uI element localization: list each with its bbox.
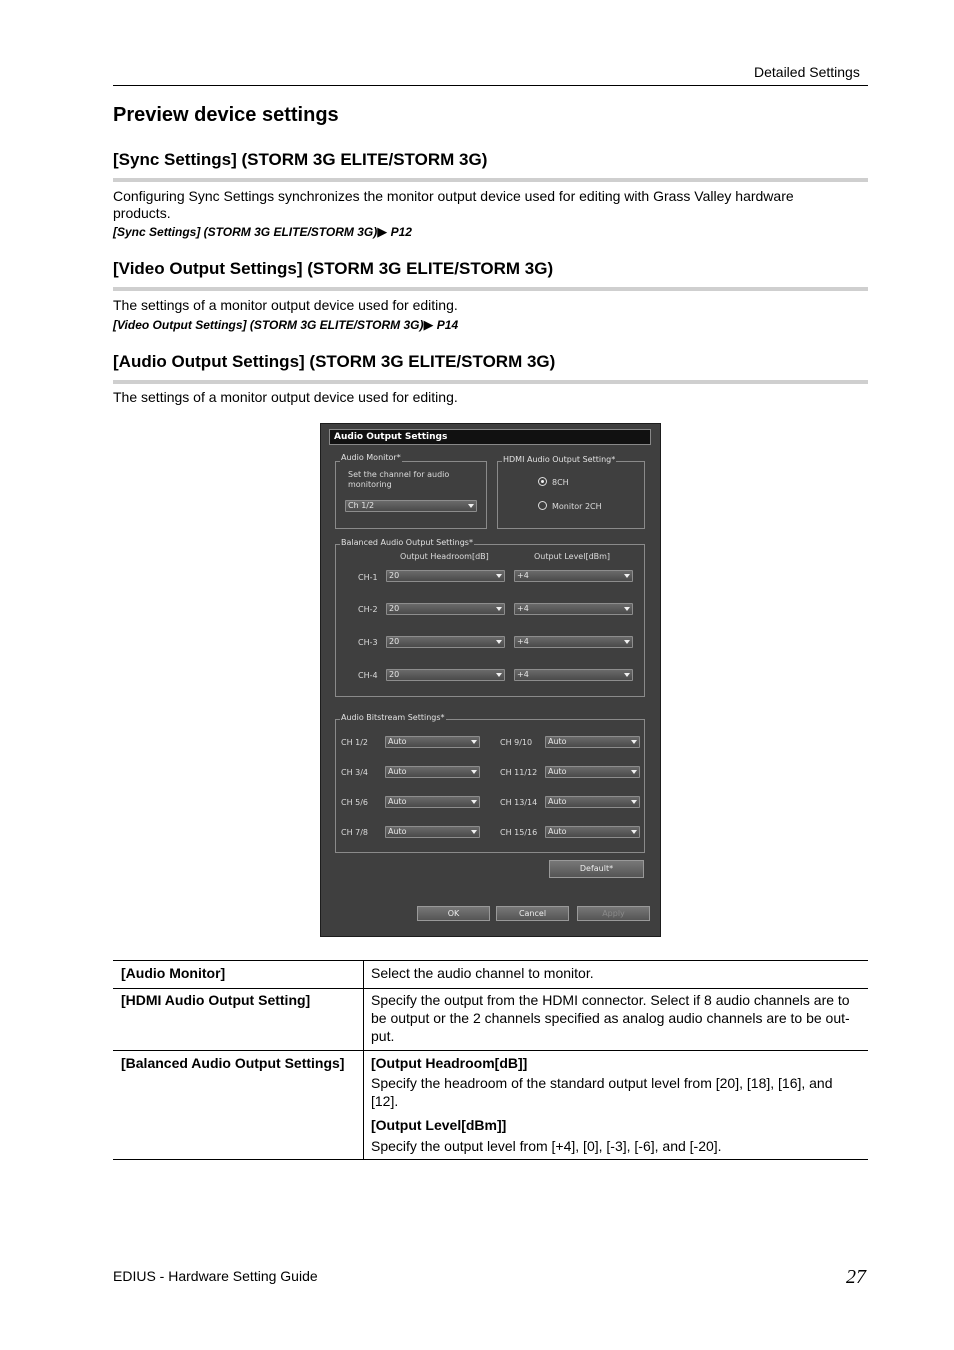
bitstream-label: Audio Bitstream Settings* [341,713,445,722]
bitstream-value: Auto [388,797,407,806]
chevron-down-icon [471,740,477,744]
chevron-down-icon [471,830,477,834]
level-select-ch2[interactable] [514,603,633,615]
table-subheading: [Output Headroom[dB]] [371,1055,528,1071]
table-rule [113,960,868,961]
chevron-down-icon [496,640,502,644]
radio-8ch-label: 8CH [552,478,569,487]
radio-8ch[interactable] [538,477,547,486]
default-button[interactable]: Default* [549,860,644,878]
cancel-button[interactable]: Cancel [496,906,569,921]
level-select-ch4[interactable] [514,669,633,681]
bitstream-ch-label: CH 1/2 [341,738,369,747]
bitstream-select-ch3-4[interactable] [385,766,480,778]
bitstream-ch-label: CH 15/16 [500,828,538,837]
section-text-sync: Configuring Sync Settings synchronizes the monitor output device used for editing with Grass Valley hardware products. [113,188,794,221]
chevron-down-icon [624,673,630,677]
section-rule [113,380,868,384]
chevron-down-icon [624,574,630,578]
balanced-ch-label: CH-1 [358,573,378,582]
bitstream-value: Auto [548,767,567,776]
table-key: [HDMI Audio Output Setting] [121,992,311,1008]
table-value: Specify the output from the HDMI connector. Select if 8 audio channels are to be output or the 2 channels specified as analog audio channels are to be out-put. [371,992,850,1044]
bitstream-ch-label: CH 13/14 [500,798,538,807]
bitstream-value: Auto [548,827,567,836]
column-level-label: Output Level[dBm] [534,552,611,561]
bitstream-ch-label: CH 11/12 [500,768,538,777]
chevron-down-icon [631,740,637,744]
headroom-value: 20 [389,571,400,580]
table-rule [113,988,868,989]
bitstream-select-ch11-12[interactable] [545,766,640,778]
running-head: Detailed Settings [754,64,860,80]
level-select-ch1[interactable] [514,570,633,582]
bitstream-value: Auto [548,797,567,806]
section-rule [113,287,868,291]
radio-monitor-2ch[interactable] [538,501,547,510]
page-number: 27 [846,1266,866,1288]
headroom-select-ch3[interactable] [386,636,505,648]
level-select-ch3[interactable] [514,636,633,648]
bitstream-value: Auto [388,737,407,746]
audio-monitor-description: Set the channel for audio monitoring [348,470,450,489]
apply-button[interactable]: Apply [577,906,650,921]
table-rule [113,1050,868,1051]
dialog-title: Audio Output Settings [329,429,651,445]
chevron-down-icon [496,607,502,611]
xref-video[interactable] [113,317,458,333]
arrow-right-icon: ▶ [377,224,388,239]
table-column-divider [363,960,364,1160]
table-value: Select the audio channel to monitor. [371,965,594,981]
radio-monitor-2ch-label: Monitor 2CH [552,502,602,511]
headroom-select-ch4[interactable] [386,669,505,681]
headroom-select-ch2[interactable] [386,603,505,615]
balanced-ch-label: CH-4 [358,671,378,680]
table-key: [Balanced Audio Output Settings] [121,1055,345,1071]
bitstream-select-ch9-10[interactable] [545,736,640,748]
chevron-down-icon [496,574,502,578]
xref-text: [Video Output Settings] (STORM 3G ELITE/STORM 3G) [113,318,424,332]
bitstream-ch-label: CH 9/10 [500,738,533,747]
table-rule [113,1159,868,1160]
balanced-ch-label: CH-3 [358,638,378,647]
table-value: Specify the headroom of the standard output level from [20], [18], [16], and [12]. [371,1075,833,1109]
footer-guide-title: EDIUS - Hardware Setting Guide [113,1268,318,1284]
table-subheading: [Output Level[dBm]] [371,1117,507,1133]
level-value: +4 [517,637,529,646]
level-value: +4 [517,670,529,679]
audio-output-settings-dialog [320,423,661,937]
column-headroom-label: Output Headroom[dB] [400,552,489,561]
chevron-down-icon [468,504,474,508]
bitstream-value: Auto [388,827,407,836]
bitstream-ch-label: CH 3/4 [341,768,369,777]
chevron-down-icon [624,607,630,611]
bitstream-select-ch1-2[interactable] [385,736,480,748]
bitstream-select-ch7-8[interactable] [385,826,480,838]
section-text-audio: The settings of a monitor output device used for editing. [113,389,458,405]
level-value: +4 [517,604,529,613]
section-title-sync: [Sync Settings] (STORM 3G ELITE/STORM 3G) [113,150,488,169]
bitstream-select-ch13-14[interactable] [545,796,640,808]
arrow-right-icon: ▶ [423,317,434,332]
header-rule [113,85,868,86]
section-title-audio: [Audio Output Settings] (STORM 3G ELITE/STORM 3G) [113,352,556,371]
balanced-output-label: Balanced Audio Output Settings* [341,538,473,547]
headroom-value: 20 [389,637,400,646]
ok-button[interactable]: OK [417,906,490,921]
audio-monitor-select[interactable] [345,500,477,512]
bitstream-value: Auto [388,767,407,776]
xref-sync[interactable] [113,224,412,240]
chevron-down-icon [631,830,637,834]
bitstream-value: Auto [548,737,567,746]
chevron-down-icon [496,673,502,677]
xref-page: P14 [436,318,459,332]
section-rule [113,178,868,182]
chevron-down-icon [471,800,477,804]
audio-monitor-value: Ch 1/2 [348,501,375,510]
bitstream-select-ch15-16[interactable] [545,826,640,838]
chevron-down-icon [631,770,637,774]
table-key: [Audio Monitor] [121,965,226,981]
chevron-down-icon [624,640,630,644]
bitstream-select-ch5-6[interactable] [385,796,480,808]
hdmi-output-group [497,461,645,529]
section-text-video: The settings of a monitor output device used for editing. [113,297,458,313]
bitstream-ch-label: CH 5/6 [341,798,369,807]
table-value: Specify the output level from [+4], [0], [-3], [-6], and [-20]. [371,1138,722,1154]
bitstream-ch-label: CH 7/8 [341,828,369,837]
chevron-down-icon [471,770,477,774]
section-title-video: [Video Output Settings] (STORM 3G ELITE/STORM 3G) [113,259,554,278]
headroom-select-ch1[interactable] [386,570,505,582]
level-value: +4 [517,571,529,580]
headroom-value: 20 [389,670,400,679]
headroom-value: 20 [389,604,400,613]
page-title: Preview device settings [113,104,339,126]
balanced-ch-label: CH-2 [358,605,378,614]
chevron-down-icon [631,800,637,804]
hdmi-output-label: HDMI Audio Output Setting* [503,455,616,464]
audio-monitor-label: Audio Monitor* [341,453,401,462]
xref-text: [Sync Settings] (STORM 3G ELITE/STORM 3G) [113,225,378,239]
xref-page: P12 [390,225,412,239]
